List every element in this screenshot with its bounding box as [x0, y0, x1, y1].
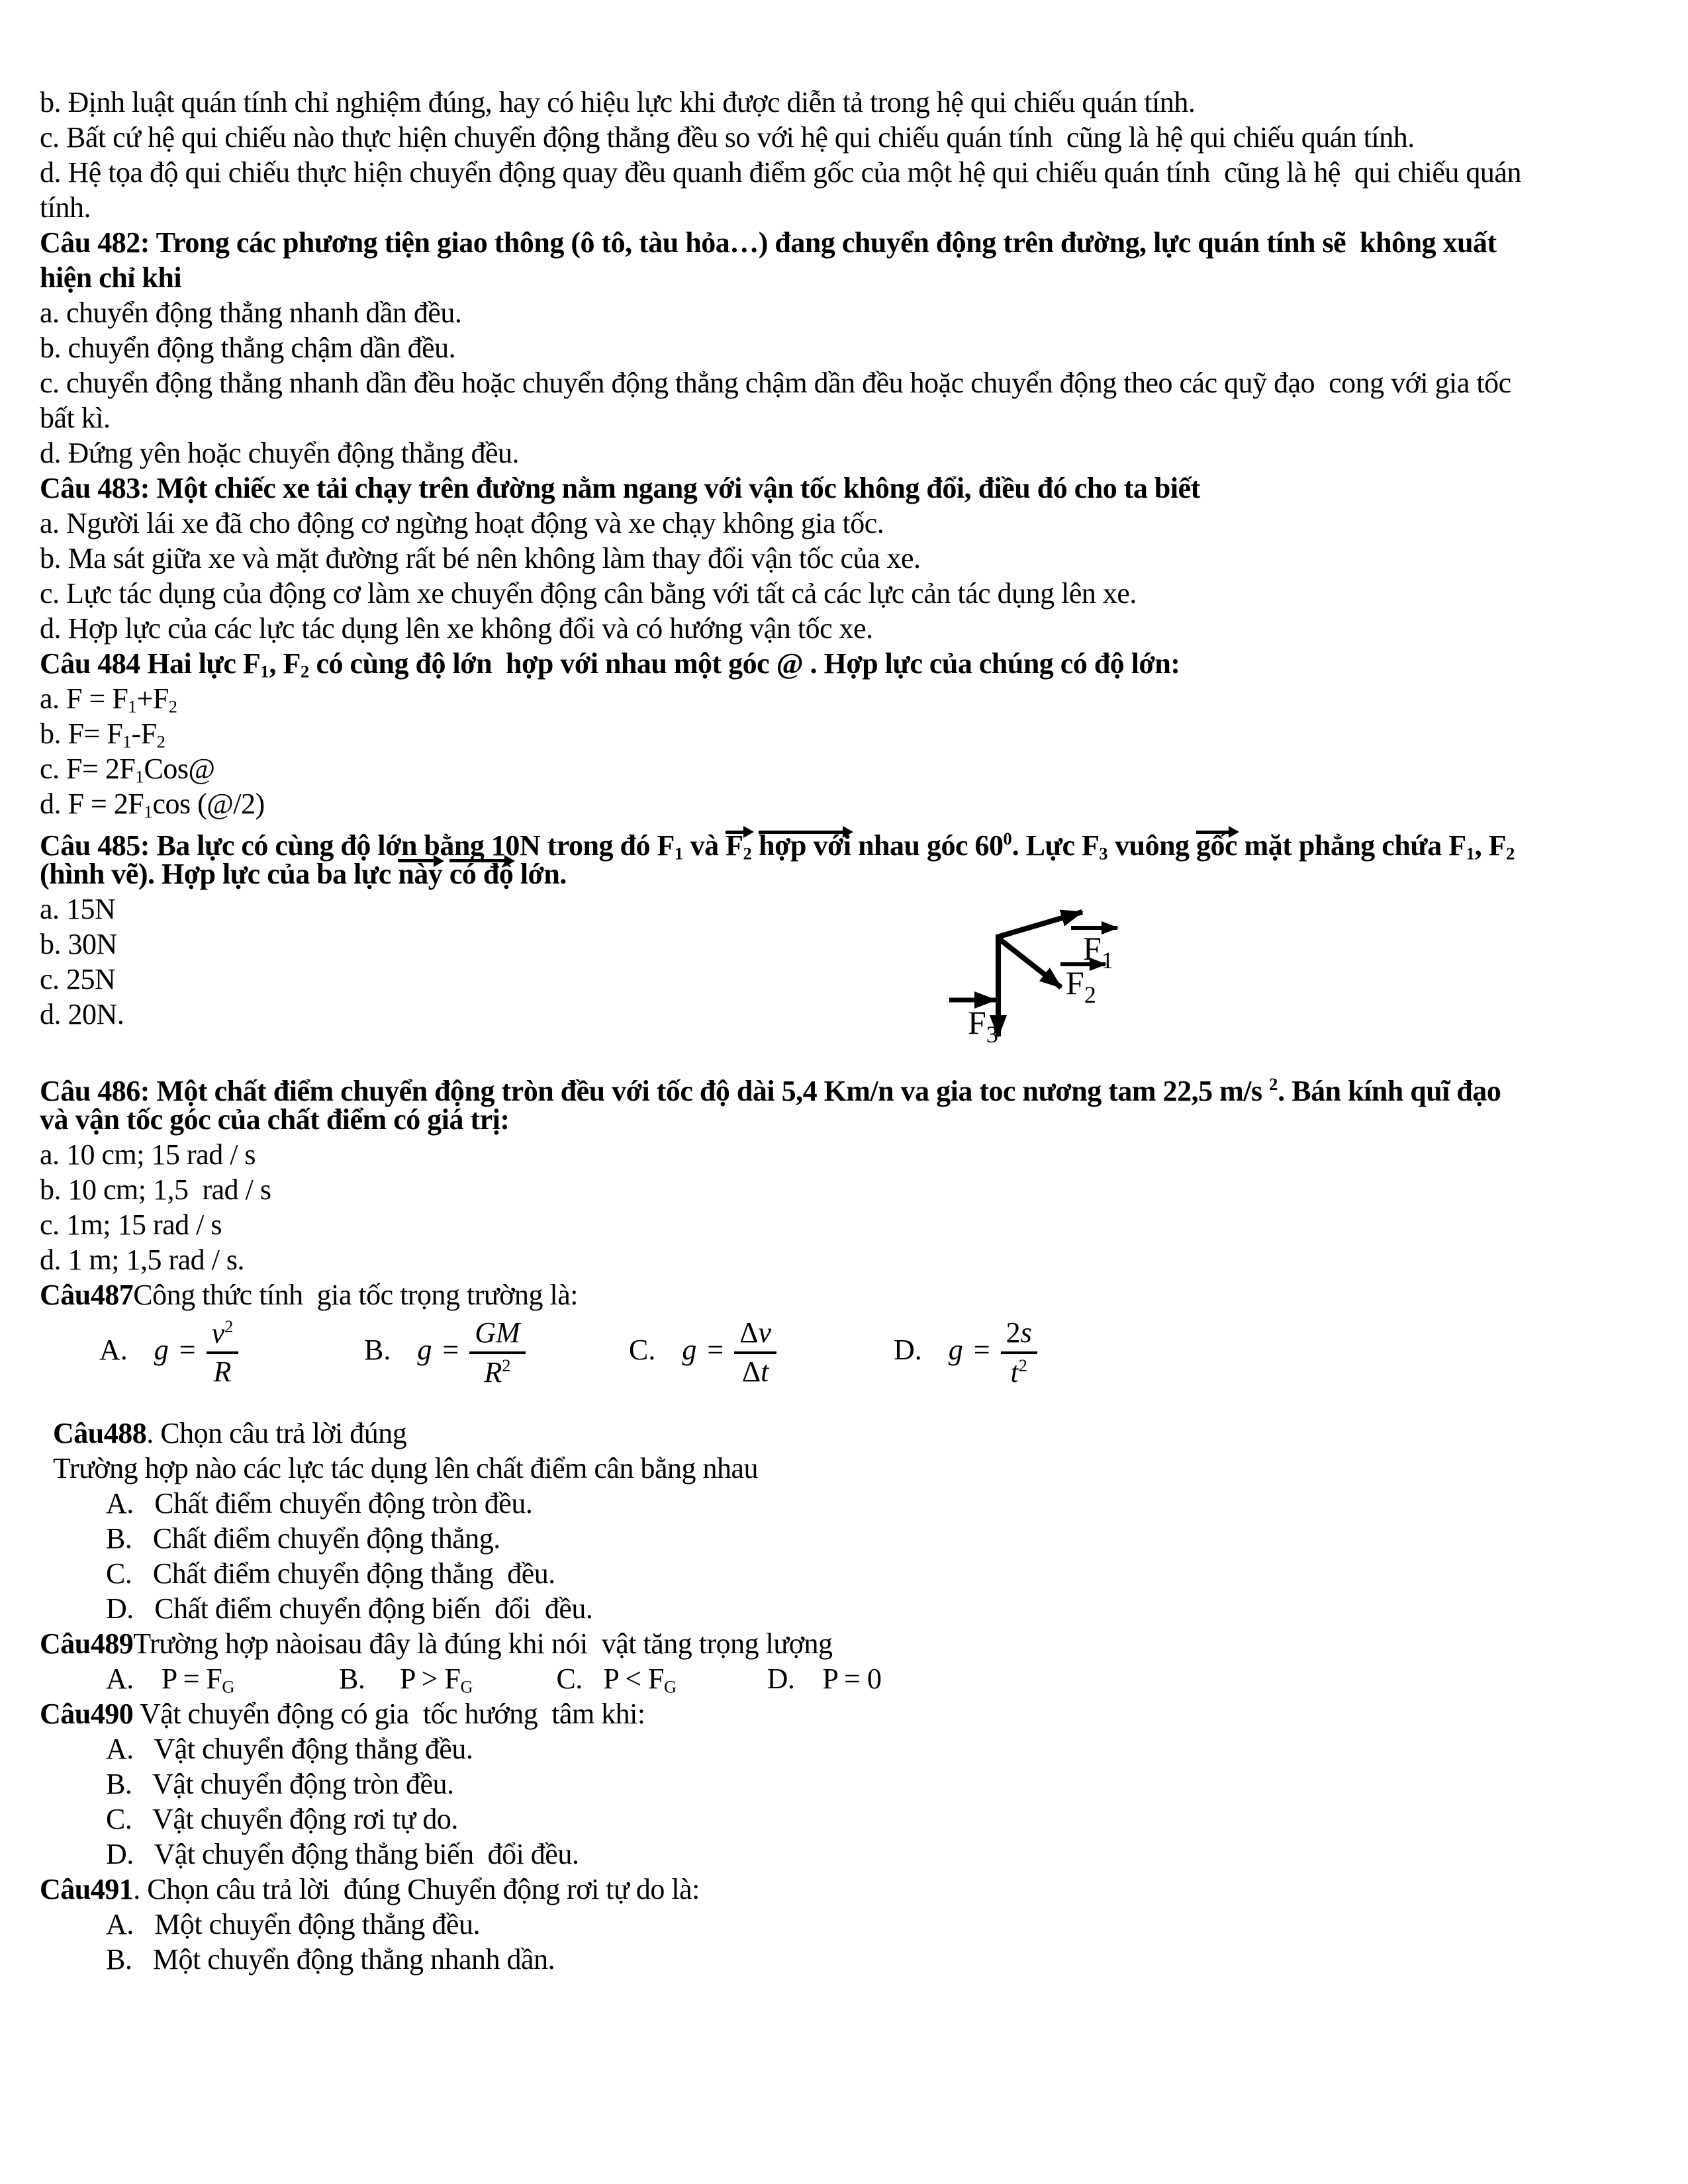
intro-option-d: d. Hệ tọa độ qui chiếu thực hiện chuyển động quay đều quanh điểm gốc của một hệ qui chiếu quán tính cũng là hệ qui chiếu quán — [40, 156, 1521, 189]
q491-title: Câu491. Chọn câu trả lời đúng Chuyển động rơi tự do là: — [40, 1873, 700, 1905]
q489-title: Câu489Trường hợp nàoisau đây là đúng khi nói vật tăng trọng lượng — [40, 1627, 833, 1660]
q485-title: Câu 485: Ba lực có cùng độ lớn bằng 10N trong đó $F_1$ và $F_2$ hợp với nhau góc $60^0$. Lực $F_3$ vuông gốc mặt phẳng chứa $F_1$, $F_2$ — [40, 829, 1515, 864]
numerator: GM — [469, 1316, 525, 1354]
numerator: Δv — [734, 1316, 776, 1354]
q490-option-b: B. Vật chuyển động tròn đều. — [106, 1768, 454, 1800]
q482-title: Câu 482: Trong các phương tiện giao thông (ô tô, tàu hỏa…) đang chuyển động trên đường, lực quán tính sẽ không xuất — [40, 226, 1497, 259]
option-label: A. — [99, 1334, 128, 1367]
q482-option-d: d. Đứng yên hoặc chuyển động thẳng đều. — [40, 437, 520, 469]
q488-option-b: B. Chất điểm chuyển động thẳng. — [106, 1522, 500, 1555]
q488-option-d: D. Chất điểm chuyển động biến đổi đều. — [106, 1592, 593, 1625]
q485-option-a: a. 15N — [40, 893, 116, 925]
q484-title: Câu 484 Hai lực $F_1$, $F_2$ có cùng độ lớn hợp với nhau một góc @ . Hợp lực của chúng có độ lớn: — [40, 647, 1180, 682]
f2-vector-arrow — [997, 937, 1061, 987]
q490-option-a: A. Vật chuyển động thẳng đều. — [106, 1733, 473, 1765]
denominator: Δt — [741, 1355, 769, 1388]
option-label: B. — [364, 1334, 391, 1367]
q482-title-cont: hiện chỉ khi — [40, 261, 182, 294]
q484-option-a: a. $F = F_1+F_2$ — [40, 682, 177, 717]
denominator: R — [213, 1355, 232, 1388]
q489-options-row: A. $P = F_G$ B. $P > F_G$ C. $P < F_G$ D. P = 0 — [106, 1662, 882, 1697]
f1-vector-arrow — [997, 912, 1082, 937]
q486-title: Câu 486: Một chất điểm chuyển động tròn đều với tốc độ dài 5,4 Km/n va gia toc nương tam 22,5 m/s $^2$. Bán kính quĩ đạo — [40, 1074, 1501, 1107]
f3-label: $F_3$ — [968, 1004, 998, 1048]
option-label: D. — [894, 1334, 922, 1367]
q488-option-a: A. Chất điểm chuyển động tròn đều. — [106, 1487, 533, 1520]
g-symbol: g — [417, 1334, 432, 1367]
q487-option-d — [894, 1316, 1158, 1389]
blank-line — [40, 1032, 1652, 1067]
q484-option-b: b. $F= F_1-F_2$ — [40, 717, 165, 752]
option-label: C. — [629, 1334, 656, 1367]
q485-option-b: b. 30N — [40, 928, 117, 960]
q482-option-c: c. chuyển động thẳng nhanh dần đều hoặc chuyển động thẳng chậm dần đều hoặc chuyển động theo các quỹ đạo cong với gia tốc — [40, 367, 1511, 399]
f2-label: $F_2$ — [1066, 964, 1096, 1008]
intro-option-b: b. Định luật quán tính chỉ nghiệm đúng, hay có hiệu lực khi được diễn tả trong hệ qui chiếu quán tính. — [40, 86, 1196, 118]
equals-sign: = — [707, 1334, 724, 1367]
q484-option-d: d. $F = 2F_1\cos$ (@/2) — [40, 788, 265, 822]
q485-title-cont: (hình vẽ). Hợp lực của ba lực này có độ lớn. — [40, 858, 567, 890]
q486-option-c: c. 1m; 15 rad / s — [40, 1208, 222, 1241]
q488-option-c: C. Chất điểm chuyển động thẳng đều. — [106, 1557, 555, 1590]
q490-option-c: C. Vật chuyển động rơi tự do. — [106, 1803, 458, 1835]
equals-sign: = — [179, 1334, 196, 1367]
fraction — [469, 1316, 525, 1389]
intro-option-c: c. Bất cứ hệ qui chiếu nào thực hiện chuyển động thẳng đều so với hệ qui chiếu quán tính cũng là hệ qui chiếu quán tính. — [40, 121, 1415, 154]
q483-option-b: b. Ma sát giữa xe và mặt đường rất bé nên không làm thay đổi vận tốc của xe. — [40, 542, 921, 574]
q488-title: Câu488. Chọn câu trả lời đúng — [53, 1417, 407, 1449]
force-diagram-485 — [933, 893, 1152, 1066]
q482-option-b: b. chuyển động thẳng chậm dần đều. — [40, 332, 456, 364]
q483-title: Câu 483: Một chiếc xe tải chạy trên đường nằm ngang với vận tốc không đổi, điều đó cho ta biết — [40, 472, 1200, 504]
q486-title-cont: và vận tốc góc của chất điểm có giá trị: — [40, 1103, 510, 1136]
q484-option-c: c. $F= 2F_1Cos@$ — [40, 752, 215, 787]
g-symbol: g — [948, 1334, 963, 1367]
fraction — [1001, 1316, 1037, 1389]
q486-option-b: b. 10 cm; 1,5 rad / s — [40, 1173, 271, 1206]
numerator: $v^2$ — [207, 1316, 239, 1354]
q485-option-d: d. 20N. — [40, 998, 124, 1030]
numerator: 2s — [1001, 1316, 1037, 1354]
q487-option-b — [364, 1316, 629, 1389]
q487-option-a — [99, 1316, 364, 1389]
equals-sign: = — [973, 1334, 990, 1367]
q482-option-c-cont: bất kì. — [40, 402, 111, 434]
equals-sign: = — [442, 1334, 459, 1367]
q488-subtitle: Trường hợp nào các lực tác dụng lên chất điểm cân bằng nhau — [53, 1452, 758, 1484]
q483-option-d: d. Hợp lực của các lực tác dụng lên xe không đổi và có hướng vận tốc xe. — [40, 612, 873, 645]
q487-formula-row — [40, 1312, 1652, 1416]
g-symbol: g — [682, 1334, 697, 1367]
q487-title: Câu487Công thức tính gia tốc trọng trường là: — [40, 1279, 579, 1311]
q483-option-a: a. Người lái xe đã cho động cơ ngừng hoạt động và xe chạy không gia tốc. — [40, 507, 884, 539]
f1-label: $F_1$ — [1083, 930, 1113, 974]
q486-option-d: d. 1 m; 1,5 rad / s. — [40, 1244, 244, 1276]
q482-option-a: a. chuyển động thẳng nhanh dần đều. — [40, 296, 462, 329]
q490-title: Câu490 Vật chuyển động có gia tốc hướng tâm khi: — [40, 1698, 645, 1730]
denominator: $t^2$ — [1010, 1355, 1027, 1388]
q483-option-c: c. Lực tác dụng của động cơ làm xe chuyển động cân bằng với tất cả các lực cản tác dụng lên xe. — [40, 577, 1137, 610]
denominator: $R^2$ — [484, 1355, 511, 1388]
q491-option-b: B. Một chuyển động thẳng nhanh dần. — [106, 1943, 555, 1976]
q486-option-a: a. 10 cm; 15 rad / s — [40, 1138, 256, 1171]
q487-option-c — [629, 1316, 894, 1388]
q491-option-a: A. Một chuyển động thẳng đều. — [106, 1908, 480, 1940]
q485-option-c: c. 25N — [40, 963, 116, 995]
fraction — [207, 1316, 239, 1389]
g-symbol: g — [154, 1334, 169, 1367]
fraction — [734, 1316, 776, 1388]
intro-option-d-cont: tính. — [40, 191, 91, 224]
q490-option-d: D. Vật chuyển động thẳng biến đổi đều. — [106, 1838, 579, 1870]
